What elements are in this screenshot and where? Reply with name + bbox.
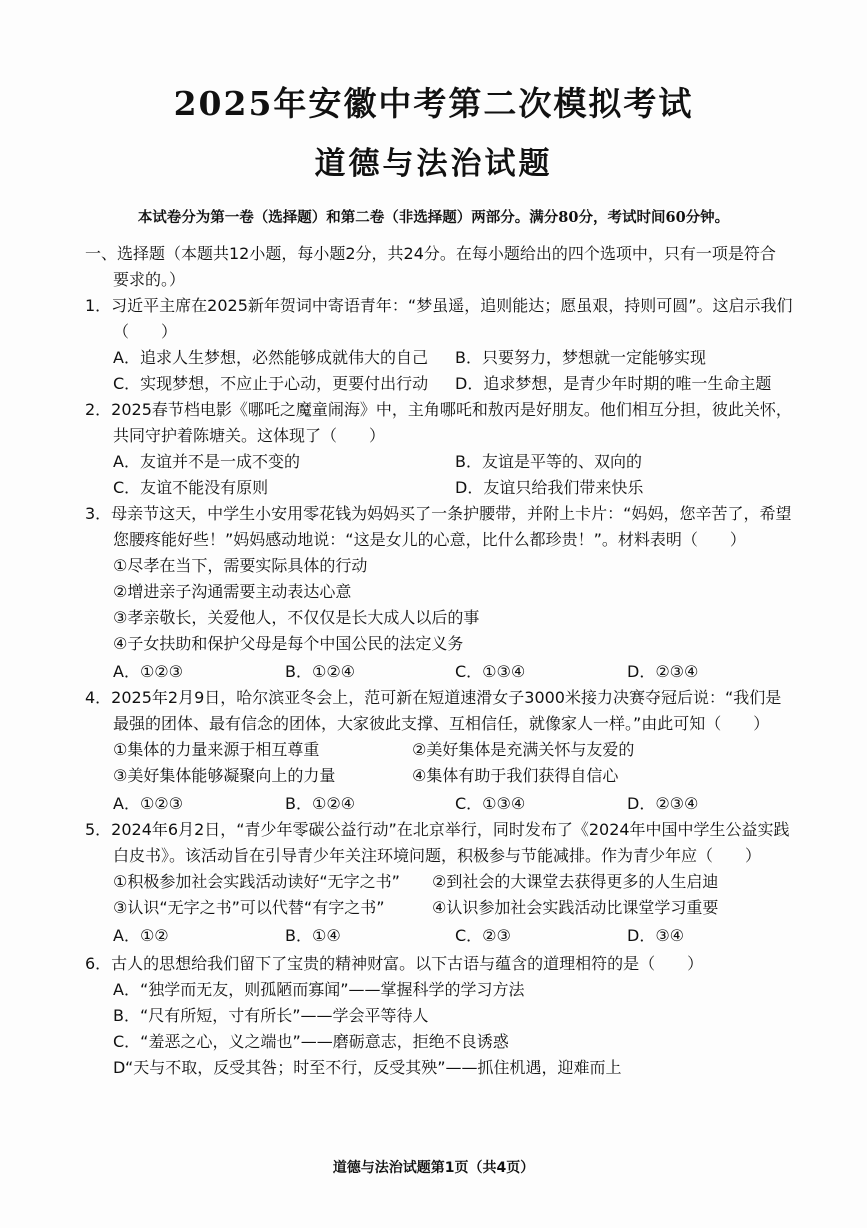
q6-option-a: A．“独学而无友，则孤陋而寡闻”——掌握科学的学习方法 (113, 980, 525, 999)
q2-stem-cont: 共同守护着陈塘关。这体现了（ ） (113, 426, 386, 445)
q3-statement-3: ③孝亲敬长，关爱他人，不仅仅是长大成人以后的事 (113, 608, 480, 627)
q4-statement-4: ④集体有助于我们获得自信心 (412, 766, 619, 785)
q3-statement-4: ④子女扶助和保护父母是每个中国公民的法定义务 (113, 634, 464, 653)
q2-option-d: D．友谊只给我们带来快乐 (455, 478, 644, 497)
q3-stem: 3．母亲节这天，中学生小安用零花钱为妈妈买了一条护腰带，并附上卡片：“妈妈，您辛苦了，希望 (85, 504, 792, 523)
exam-intro: 本试卷分为第一卷（选择题）和第二卷（非选择题）两部分。满分80分，考试时间60分钟。 (137, 209, 730, 226)
q3-option-c: C．①③④ (455, 662, 526, 681)
q5-statement-1: ①积极参加社会实践活动读好“无字之书” (113, 872, 400, 891)
q2-option-c: C．友谊不能没有原则 (113, 478, 269, 497)
q5-stem: 5．2024年6月2日，“青少年零碳公益行动”在北京举行，同时发布了《2024年中国中学生公益实践 (85, 820, 790, 839)
q5-statement-3: ③认识“无字之书”可以代替“有字之书” (113, 898, 385, 917)
q1-option-d: D．追求梦想，是青少年时期的唯一生命主题 (455, 374, 772, 393)
q2-option-a: A．友谊并不是一成不变的 (113, 452, 300, 471)
q6-option-d: D“天与不取，反受其咎；时至不行，反受其殃”——抓住机遇，迎难而上 (113, 1058, 622, 1077)
q5-option-c: C．②③ (455, 926, 511, 945)
q5-statement-4: ④认识参加社会实践活动比课堂学习重要 (432, 898, 719, 917)
q5-statement-2: ②到社会的大课堂去获得更多的人生启迪 (432, 872, 719, 891)
q3-statement-2: ②增进亲子沟通需要主动表达心意 (113, 582, 352, 601)
q3-stem-cont: 您腰疼能好些！”妈妈感动地说：“这是女儿的心意，比什么都珍贵！”。材料表明（ ） (113, 530, 746, 549)
q6-option-b: B．“尺有所短，寸有所长”——学会平等待人 (113, 1006, 429, 1025)
q1-stem: 1．习近平主席在2025新年贺词中寄语青年：“梦虽遥，追则能达；愿虽艰，持则可圆”。这启示我们 (85, 296, 793, 315)
q5-option-a: A．①② (113, 926, 169, 945)
section-heading-cont: 要求的。） (113, 270, 186, 289)
page-footer: 道德与法治试题第1页（共4页） (332, 1160, 535, 1176)
q3-option-b: B．①②④ (285, 662, 356, 681)
q2-option-b: B．友谊是平等的、双向的 (455, 452, 642, 471)
q4-statement-3: ③美好集体能够凝聚向上的力量 (113, 766, 336, 785)
q6-stem: 6．古人的思想给我们留下了宝贵的精神财富。以下古语与蕴含的道理相符的是（ ） (85, 954, 704, 973)
q1-option-b: B．只要努力，梦想就一定能够实现 (455, 348, 706, 367)
q4-option-a: A．①②③ (113, 794, 183, 813)
q4-statement-2: ②美好集体是充满关怀与友爱的 (412, 740, 635, 759)
section-heading: 一、选择题（本题共12小题，每小题2分，共24分。在每小题给出的四个选项中，只有一项是符合 (85, 244, 776, 263)
q1-stem-cont: （ ） (113, 322, 178, 341)
q4-statement-1: ①集体的力量来源于相互尊重 (113, 740, 320, 759)
q4-option-c: C．①③④ (455, 794, 526, 813)
q4-option-b: B．①②④ (285, 794, 356, 813)
q4-option-d: D．②③④ (627, 794, 699, 813)
q2-stem: 2．2025春节档电影《哪吒之魔童闹海》中，主角哪吒和敖丙是好朋友。他们相互分担，彼此关怀， (85, 400, 792, 419)
q3-statement-1: ①尽孝在当下，需要实际具体的行动 (113, 556, 368, 575)
q5-option-d: D．③④ (627, 926, 685, 945)
q4-stem: 4．2025年2月9日，哈尔滨亚冬会上，范可新在短道速滑女子3000米接力决赛夺冠后说：“我们是 (85, 688, 782, 707)
q5-option-b: B．①④ (285, 926, 341, 945)
exam-subtitle: 道德与法治试题 (314, 146, 553, 182)
q1-option-c: C．实现梦想，不应止于心动，更要付出行动 (113, 374, 429, 393)
q3-option-d: D．②③④ (627, 662, 699, 681)
q3-option-a: A．①②③ (113, 662, 183, 681)
q5-stem-cont: 白皮书》。该活动旨在引导青少年关注环境问题，积极参与节能减排。作为青少年应（ ） (113, 846, 762, 865)
q1-option-a: A．追求人生梦想，必然能够成就伟大的自己 (113, 348, 428, 367)
exam-title: 2025年安徽中考第二次模拟考试 (173, 84, 694, 123)
q6-option-c: C．“羞恶之心，义之端也”——磨砺意志，拒绝不良诱惑 (113, 1032, 509, 1051)
q4-stem-cont: 最强的团体、最有信念的团体，大家彼此支撑、互相信任，就像家人一样。”由此可知（ ） (113, 714, 770, 733)
